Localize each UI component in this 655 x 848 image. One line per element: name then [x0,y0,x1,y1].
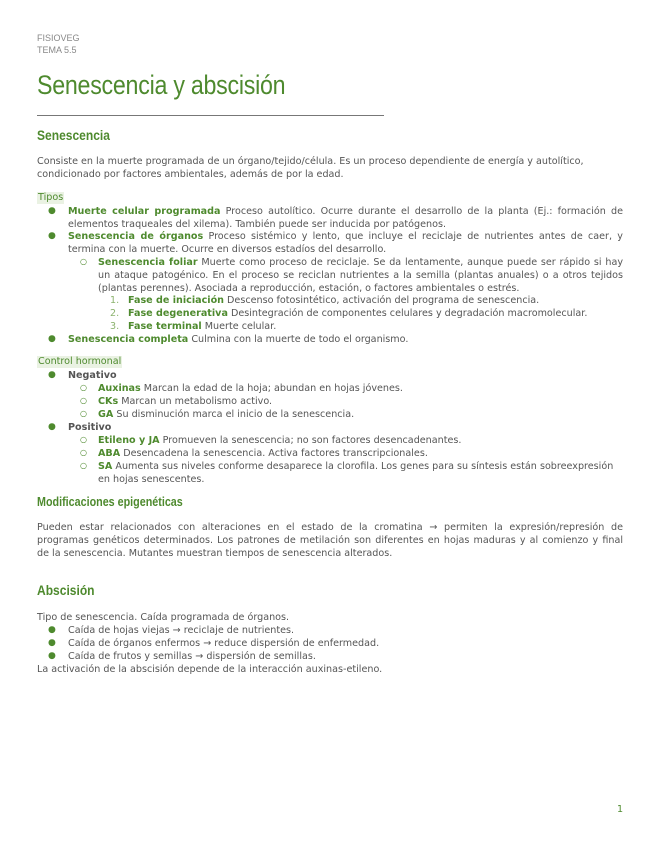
circle-bullet-icon: ○ [80,396,87,405]
list-item [98,395,272,408]
section-heading-abscision: Abscisión [37,582,95,598]
bullet-icon: ● [48,651,56,661]
negativo-heading: Negativo [68,370,117,381]
item-text: Desintegración de componentes celulares y degradación macromolecular. [227,308,588,319]
circle-bullet-icon: ○ [80,448,87,457]
term: Senescencia completa [68,334,189,345]
circle-bullet-icon: ○ [80,461,87,470]
item-text: Culmina con la muerte de todo el organismo. [188,334,409,345]
term: Muerte celular programada [68,206,221,217]
term: ABA [98,448,121,459]
bullet-icon: ● [48,370,56,380]
list-number: 3. [110,321,120,332]
section-heading-senescencia: Senescencia [37,127,110,143]
list-item [98,256,623,295]
title-divider [37,115,384,116]
circle-bullet-icon: ○ [80,435,87,444]
item-text: un ataque patogénico. En el proceso se reciclan nutrientes a la semilla (plantas anuales) o a otros tejidos [98,270,623,281]
term: Etileno y JA [98,435,160,446]
item-text: Desencadena la senescencia. Activa factores transcripcionales. [120,448,428,459]
label-control-hormonal: Control hormonal [38,356,122,367]
senescencia-intro [37,155,623,181]
term: Auxinas [98,383,141,394]
list-item: Caída de órganos enfermos → reduce dispersión de enfermedad. [68,638,380,649]
circle-bullet-icon: ○ [80,383,87,392]
list-item [98,434,461,447]
paragraph-line: programas genéticos determinados. Los patrones de metilación son diferentes en hojas maduras y al comienzo y final [37,535,623,546]
paragraph-line: Pueden estar relacionados con alteraciones en el estado de la cromatina → permiten la expresión/represión de [37,522,623,533]
bullet-icon: ● [48,334,56,344]
item-text: (plantas perennes). Asociada a reproducción, estación, o factores ambientales o estrés. [98,283,520,294]
list-item: Caída de hojas viejas → reciclaje de nutrientes. [68,625,295,636]
section-heading-epigenetica: Modificaciones epigenéticas [37,495,183,509]
list-item [68,205,623,231]
item-text: Su disminución marca el inicio de la senescencia. [113,409,355,420]
page-number: 1 [617,804,624,815]
item-text: Muerte como proceso de reciclaje. Se da lentamente, aunque puede ser rápido si hay [197,257,623,268]
phase-list [110,294,623,333]
item-text: Proceso autolítico. Ocurre durante el desarrollo de la planta (Ej.: formación de [220,206,623,217]
list-item [68,230,623,256]
abscision-outro: La activación de la abscisión depende de la interacción auxinas-etileno. [37,664,383,675]
list-item [98,408,354,421]
term: Senescencia de órganos [68,231,204,242]
term: GA [98,409,114,420]
item-text: Promueven la senescencia; no son factores desencadenantes. [159,435,462,446]
item-text: Descenso fotosintético, activación del programa de senescencia. [224,295,540,306]
intro-line: Consiste en la muerte programada de un órgano/tejido/célula. Es un proceso dependiente de energía y autolítico, [37,156,584,167]
term: Fase degenerativa [128,308,228,319]
item-text: Proceso sistémico y lento, que incluye el reciclaje de nutrientes antes de caer, y [203,231,623,242]
item-text: en hojas senescentes. [98,474,205,485]
circle-bullet-icon: ○ [80,409,87,418]
list-number: 1. [110,295,120,306]
abscision-intro: Tipo de senescencia. Caída programada de órganos. [37,612,290,623]
paragraph-line: de la senescencia. Mutantes muestran tiempos de senescencia alterados. [37,548,393,559]
term: CKs [98,396,119,407]
item-text: Marcan un metabolismo activo. [118,396,273,407]
intro-line: condicionado por factores ambientales, además de por la edad. [37,169,344,180]
label-tipos: Tipos [38,192,64,203]
positivo-heading: Positivo [68,422,112,433]
bullet-icon: ● [48,206,56,216]
list-item [68,333,408,346]
bullet-icon: ● [48,625,56,635]
term: Fase terminal [128,321,202,332]
bullet-icon: ● [48,422,56,432]
list-number: 2. [110,308,120,319]
topic-number: TEMA 5.5 [37,45,77,55]
page-title: Senescencia y abscisión [37,70,286,100]
item-text: Aumenta sus niveles conforme desaparece la clorofila. Los genes para su síntesis están sobreexpresión [112,461,614,472]
epigenetica-paragraph [37,521,623,560]
bullet-icon: ● [48,638,56,648]
list-item: Caída de frutos y semillas → dispersión de semillas. [68,651,316,662]
list-item [98,447,428,460]
item-text: Muerte celular. [201,321,277,332]
circle-bullet-icon: ○ [80,257,87,266]
bullet-icon: ● [48,231,56,241]
list-item [98,382,403,395]
course-name: FISIOVEG [37,33,80,43]
item-text: elementos traqueales del xilema). También puede ser inducida por patógenos. [68,219,447,230]
term: Fase de iniciación [128,295,224,306]
document-header [37,32,80,56]
list-item [98,460,623,486]
item-text: termina con la muerte. Ocurre en diversos estadíos del desarrollo. [68,244,387,255]
term: SA [98,461,113,472]
item-text: Marcan la edad de la hoja; abundan en hojas jóvenes. [140,383,403,394]
term: Senescencia foliar [98,257,198,268]
